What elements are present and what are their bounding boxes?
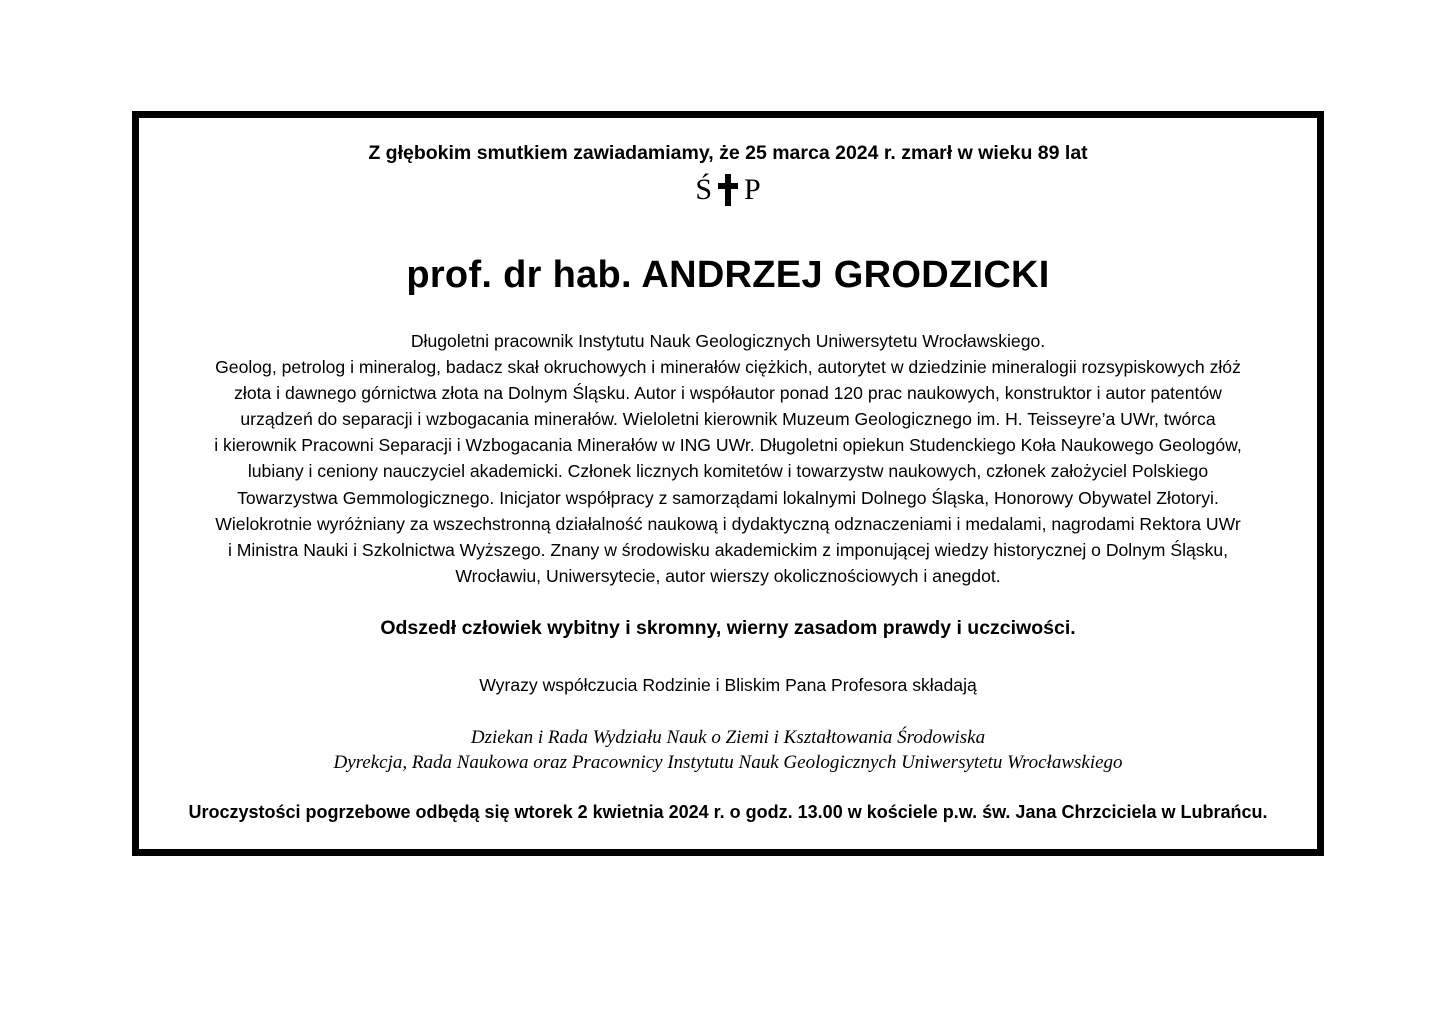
signers [139,725,1317,775]
biography [139,328,1317,589]
sp-letter-p: P [744,173,761,206]
tribute-text: Odszedł człowiek wybitny i skromny, wierny zasadom prawdy i uczciwości. [380,617,1076,639]
deceased-name: prof. dr hab. ANDRZEJ GRODZICKI [406,254,1050,296]
biography-line: urządzeń do separacji i wzbogacania minerałów. Wieloletni kierownik Muzeum Geologicznego im. H. Teisseyre’a UWr, twórca [240,409,1216,430]
biography-line: Towarzystwa Gemmologicznego. Inicjator współpracy z samorządami lokalnymi Dolnego Śląska, Honorowy Obywatel Złotoryi. [237,487,1219,508]
signer-line: Dyrekcja, Rada Naukowa oraz Pracownicy Instytutu Nauk Geologicznych Uniwersytetu Wrocławskiego [333,752,1123,773]
condolences-text: Wyrazy współczucia Rodzinie i Bliskim Pana Profesora składają [479,675,977,695]
biography-line: i Ministra Nauki i Szkolnictwa Wyższego. Znany w środowisku akademickim z imponującej wiedzy historycznej o Dolnym Śląsku, [227,539,1229,560]
biography-line: Wielokrotnie wyróżniany za wszechstronną działalność naukową i dydaktyczną odznaczeniami i medalami, nagrodami Rektora UWr [215,513,1241,534]
biography-line: Wrocławiu, Uniwersytecie, autor wierszy okolicznościowych i anegdot. [455,565,1001,586]
signer-line: Dziekan i Rada Wydziału Nauk o Ziemi i Kształtowania Środowiska [470,727,986,748]
biography-line: Geolog, petrolog i mineralog, badacz skał okruchowych i minerałów ciężkich, autorytet w dziedzinie mineralogii rozsypiskowych złóż [215,357,1241,378]
obituary-frame [132,111,1324,856]
biography-line: lubiany i ceniony nauczyciel akademicki. Członek licznych komitetów i towarzystw naukowych, członek założyciel Polskiego [247,461,1209,482]
intro-text: Z głębokim smutkiem zawiadamiamy, że 25 marca 2024 r. zmarł w wieku 89 lat [368,142,1088,164]
biography-line: złota i dawnego górnictwa złota na Dolnym Śląsku. Autor i współautor ponad 120 prac naukowych, konstruktor i autor patentów [234,383,1222,404]
biography-line: i kierownik Pracowni Separacji i Wzbogacania Minerałów w ING UWr. Długoletni opiekun Studenckiego Koła Naukowego Geologów, [214,435,1242,456]
funeral-info: Uroczystości pogrzebowe odbędą się wtorek 2 kwietnia 2024 r. o godz. 13.00 w kościele p.w. św. Jana Chrzciciela w Lubrańcu. [188,802,1268,822]
sp-letter-s: Ś [695,173,712,206]
biography-line: Długoletni pracownik Instytutu Nauk Geologicznych Uniwersytetu Wrocławskiego. [410,331,1046,351]
rest-in-peace-mark [139,172,1317,208]
latin-cross-icon [718,174,738,206]
